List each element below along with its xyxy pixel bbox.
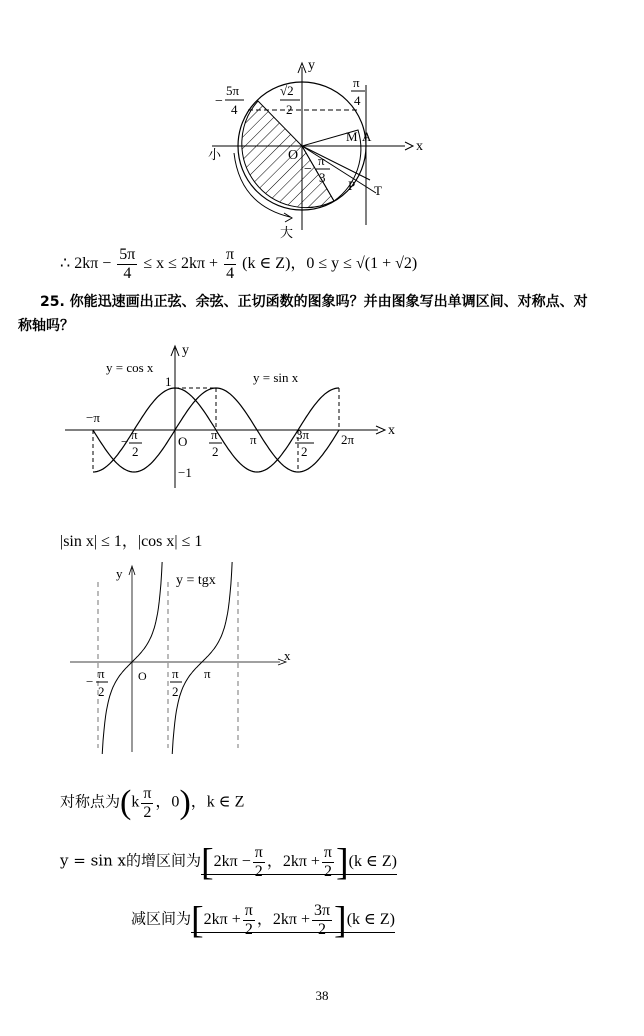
page-number: 38 xyxy=(315,988,329,1003)
pi-label: π xyxy=(250,432,257,447)
unit-circle-figure xyxy=(200,55,440,240)
fraction-3pi-2 xyxy=(312,902,332,939)
result-part-c: (k ∈ Z)，0 ≤ y ≤ √(1 + √2) xyxy=(242,255,418,273)
pi4-den: 4 xyxy=(354,93,361,108)
decrease-c: ，2kπ + xyxy=(256,910,310,928)
origin-label: O xyxy=(178,434,188,449)
frac-num: π xyxy=(254,843,263,861)
sin-label: y = sin x xyxy=(253,370,299,385)
y-label: y xyxy=(116,566,123,581)
three-pi-half-den: 2 xyxy=(301,444,308,459)
pi-label: π xyxy=(204,666,211,681)
neg-pi-half-den: 2 xyxy=(98,684,105,699)
frac-num: π xyxy=(244,901,253,919)
symmetry-zero: ，0 xyxy=(155,793,180,811)
neg-pi-half-sign: − xyxy=(86,674,94,689)
frac-den: 4 xyxy=(123,265,132,282)
five-pi-den: 4 xyxy=(231,102,238,117)
result-part-b: ≤ x ≤ 2kπ + xyxy=(143,255,219,273)
fraction-pi-2 xyxy=(243,902,255,939)
x-axis-arrow xyxy=(405,142,413,150)
pi-half-den: 2 xyxy=(212,444,219,459)
pi3-den: 3 xyxy=(319,170,326,185)
increase-b: 2kπ − xyxy=(213,852,251,870)
increase-e: (k ∈ Z) xyxy=(348,852,397,870)
bounds-line: |sin x| ≤ 1，|cos x| ≤ 1 xyxy=(60,533,203,550)
five-pi-num: 5π xyxy=(226,83,240,98)
left-paren: ( xyxy=(120,784,132,821)
pi3-num: π xyxy=(318,153,325,168)
frac-num: 5π xyxy=(119,246,136,263)
result-line xyxy=(60,246,417,283)
tangent-graph xyxy=(66,562,306,754)
therefore-symbol: ∴ xyxy=(60,255,71,273)
increase-c: ，2kπ + xyxy=(266,852,320,870)
fraction-pi-4 xyxy=(224,246,236,283)
x-label: x xyxy=(388,423,395,438)
right-paren: ) xyxy=(179,784,191,821)
frac-num: π xyxy=(323,843,332,861)
a-label: A xyxy=(362,129,372,144)
result-part-a: 2kπ − xyxy=(74,255,112,273)
neg-one-label: −1 xyxy=(178,465,192,480)
fraction-pi-2 xyxy=(253,844,265,881)
x-label: x xyxy=(416,139,423,154)
decrease-b: 2kπ + xyxy=(203,910,241,928)
symmetry-k: k xyxy=(131,793,140,811)
one-label: 1 xyxy=(165,374,172,389)
large-label: 大 xyxy=(280,225,294,240)
pi3-neg-sign: − xyxy=(304,162,312,177)
origin-label: O xyxy=(288,148,299,163)
increase-interval xyxy=(200,841,397,883)
root2-den: 2 xyxy=(286,102,293,117)
two-pi-label: 2π xyxy=(341,432,355,447)
right-bracket: ] xyxy=(334,899,347,941)
t-label: T xyxy=(374,183,382,198)
question-line-1: 25. 你能迅速画出正弦、余弦、正切函数的图象吗？并由图象写出单调区间、对称点、对 xyxy=(40,294,588,310)
symmetry-suffix: ，k ∈ Z xyxy=(190,793,245,811)
y-label: y xyxy=(182,343,189,358)
left-bracket: [ xyxy=(191,899,204,941)
fraction-pi-2 xyxy=(322,844,334,881)
increase-prefix: y = sin x的增区间为 xyxy=(60,851,201,870)
symmetry-line xyxy=(60,784,244,822)
decrease-e: (k ∈ Z) xyxy=(346,910,395,928)
fraction-5pi-4 xyxy=(117,246,137,283)
three-pi-half-num: 3π xyxy=(296,427,310,442)
symmetry-prefix: 对称点为 xyxy=(60,792,121,811)
cos-label: y = cos x xyxy=(106,360,154,375)
decrease-prefix: 减区间为 xyxy=(131,909,192,928)
rotation-arrowhead xyxy=(284,213,292,222)
neg-pi-half-sign: − xyxy=(121,434,129,449)
pi-half-den: 2 xyxy=(172,684,179,699)
frac-den: 2 xyxy=(244,920,253,938)
x-label: x xyxy=(284,648,291,663)
decrease-line xyxy=(131,898,395,942)
frac-num: 3π xyxy=(313,901,331,919)
pi-half-num: π xyxy=(211,427,218,442)
neg-pi-half-num: π xyxy=(131,427,138,442)
increase-line xyxy=(60,840,397,884)
m-label: M xyxy=(346,129,358,144)
frac-num: π xyxy=(226,246,235,263)
origin-label: O xyxy=(138,669,147,683)
neg-pi-label: −π xyxy=(86,410,100,425)
small-label: 小 xyxy=(208,147,222,162)
sin-cos-graph xyxy=(60,340,410,500)
five-pi-neg-sign: − xyxy=(215,94,223,109)
frac-den: 2 xyxy=(323,862,332,880)
root2-num: √2 xyxy=(280,83,294,98)
frac-den: 2 xyxy=(143,803,152,821)
frac-den: 2 xyxy=(318,920,326,938)
pi4-num: π xyxy=(353,75,360,90)
tan-branch-2 xyxy=(169,562,235,754)
p-label: P xyxy=(348,178,356,193)
question-25 xyxy=(18,290,610,338)
left-bracket: [ xyxy=(200,841,214,883)
frac-den: 4 xyxy=(226,265,235,282)
tan-label: y = tgx xyxy=(176,573,216,588)
neg-pi-half-num: π xyxy=(98,666,105,681)
frac-den: 2 xyxy=(254,862,263,880)
question-line-2: 称轴吗？ xyxy=(18,318,74,334)
y-label: y xyxy=(308,58,315,73)
pi-half-num: π xyxy=(172,666,179,681)
right-bracket: ] xyxy=(336,841,349,883)
fraction-pi-2 xyxy=(141,785,153,822)
neg-pi-half-den: 2 xyxy=(132,444,139,459)
frac-num: π xyxy=(143,784,152,802)
